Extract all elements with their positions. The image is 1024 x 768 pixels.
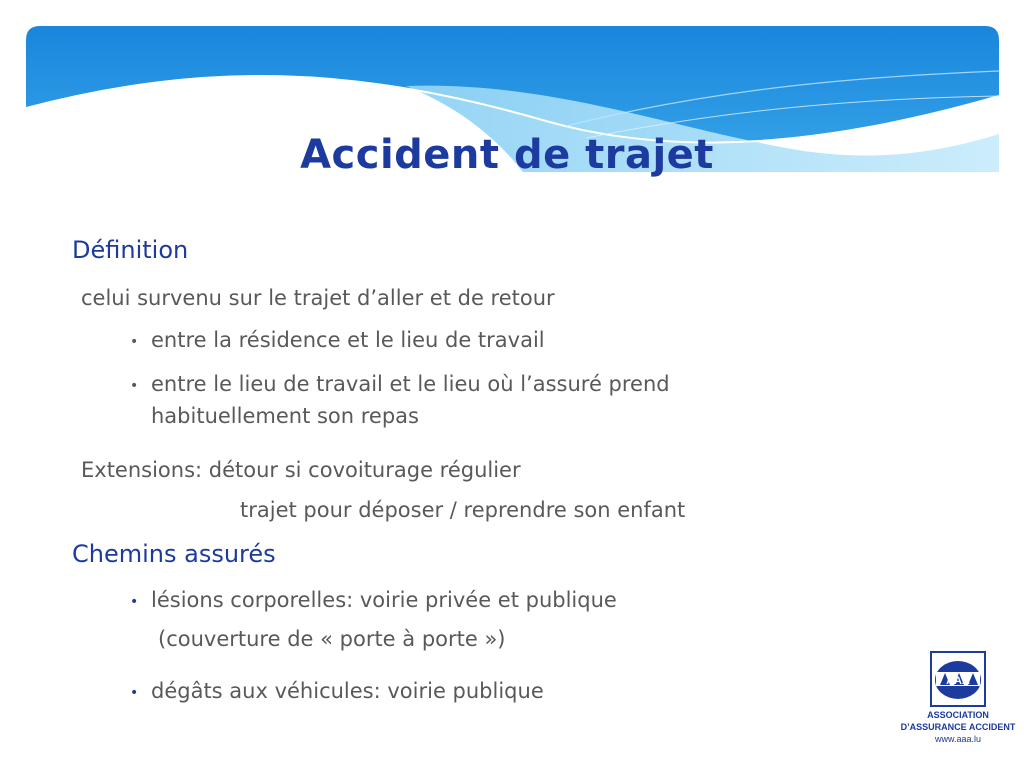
logo-mark-text: AAA (946, 675, 970, 687)
definition-bullet-2-continued: habituellement son repas (151, 404, 419, 428)
aaa-logo-icon (930, 651, 986, 707)
definition-bullet-1: entre la résidence et le lieu de travail (151, 328, 545, 352)
bullet-marker: • (130, 685, 139, 701)
bullet-marker: • (130, 594, 139, 610)
chemins-bullet-1-continued: (couverture de « porte à porte ») (158, 627, 506, 651)
definition-bullet-2: entre le lieu de travail et le lieu où l’assuré prend (151, 372, 670, 396)
definition-text: celui survenu sur le trajet d’aller et de retour (81, 286, 555, 310)
bullet-marker: • (130, 334, 139, 350)
definition-heading: Définition (72, 236, 189, 264)
extensions-line-1: Extensions: détour si covoiturage régulier (81, 458, 521, 482)
logo-line-1: ASSOCIATION (927, 710, 989, 720)
chemins-bullet-2: dégâts aux véhicules: voirie publique (151, 679, 544, 703)
chemins-heading: Chemins assurés (72, 540, 276, 568)
chemins-bullet-1: lésions corporelles: voirie privée et publique (151, 588, 617, 612)
extensions-line-2: trajet pour déposer / reprendre son enfant (240, 498, 686, 522)
logo-url: www.aaa.lu (934, 734, 982, 744)
slide-title: Accident de trajet (300, 132, 714, 178)
logo-line-2: D’ASSURANCE ACCIDENT (900, 722, 1016, 732)
bullet-marker: • (130, 378, 139, 394)
